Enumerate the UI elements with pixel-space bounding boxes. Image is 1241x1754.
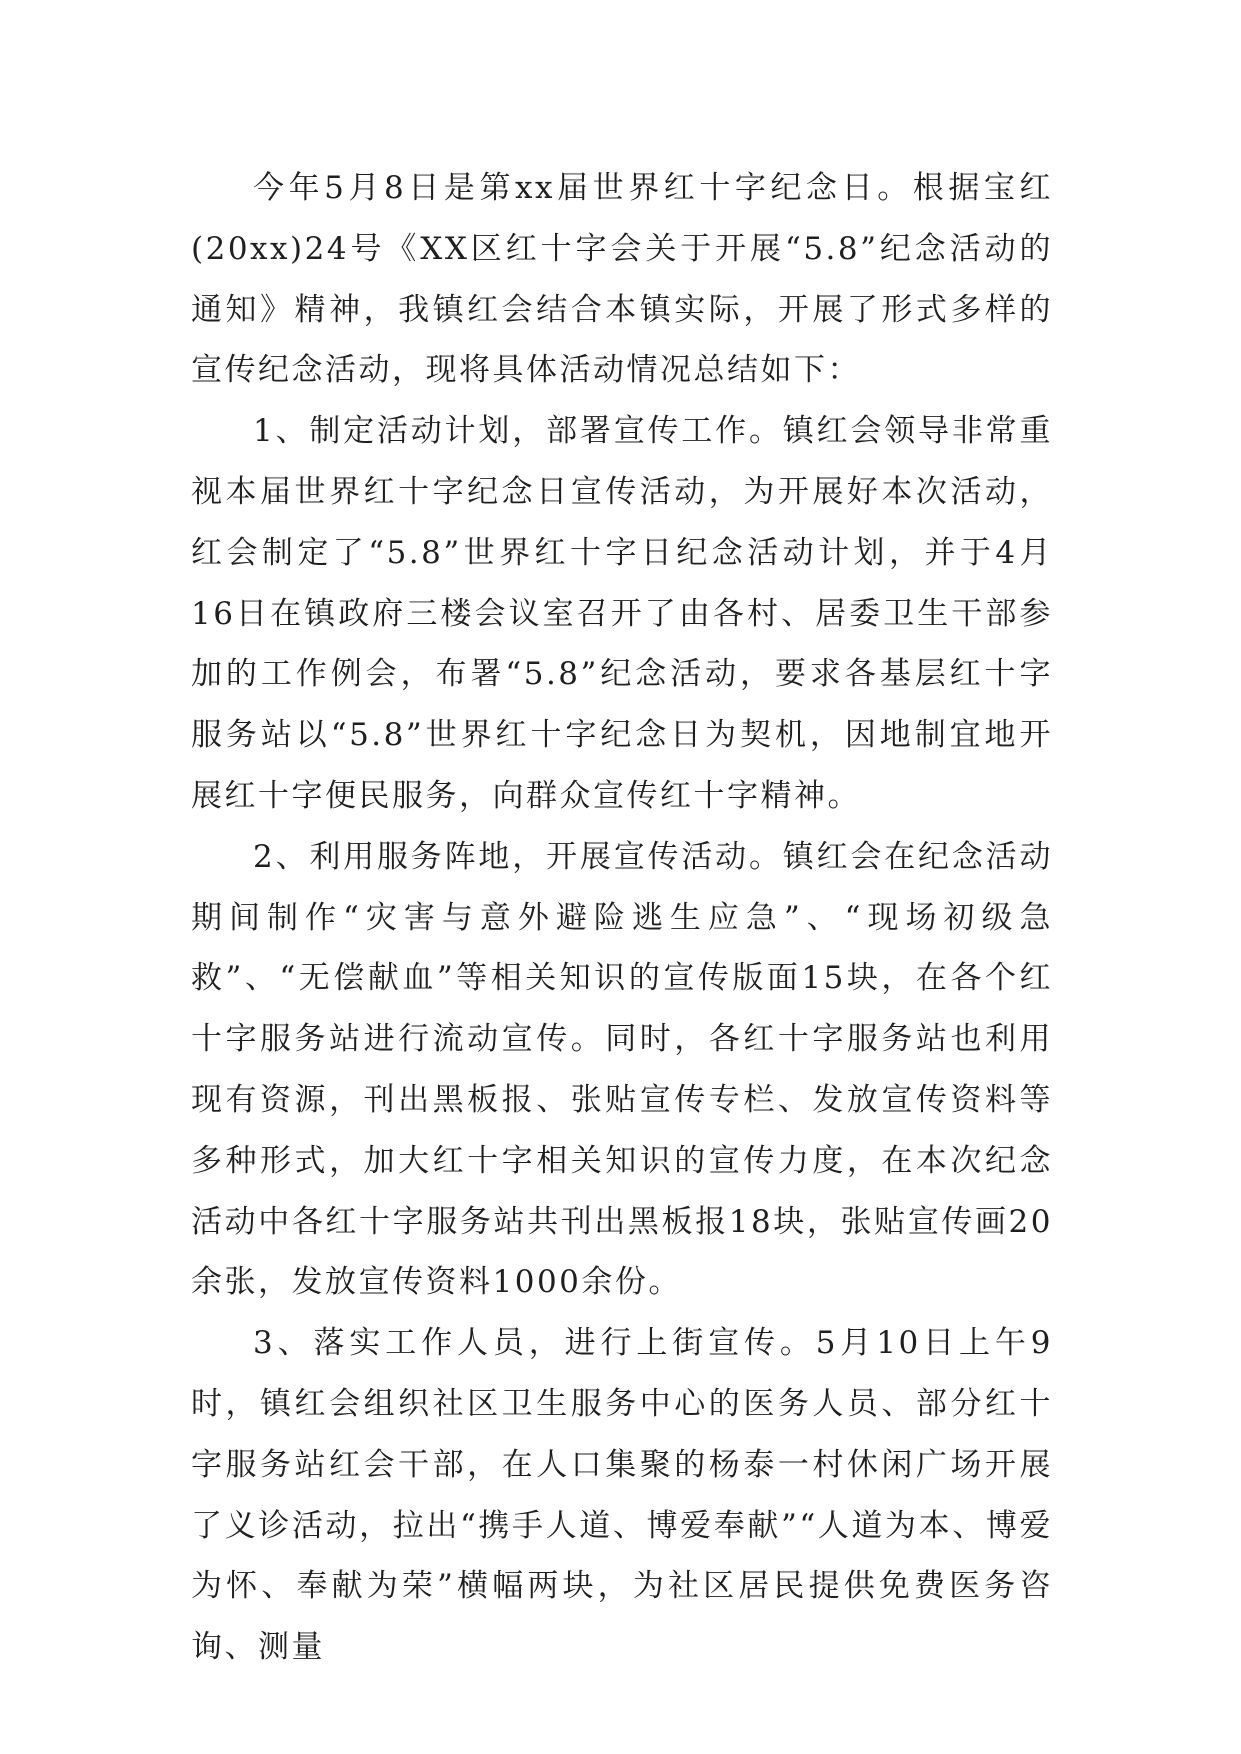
document-body (191, 158, 1053, 1678)
paragraph-item-3: 3、落实工作人员，进行上街宣传。5月10日上午9时，镇红会组织社区卫生服务中心的医务人员、部分红十字服务站红会干部，在人口集聚的杨泰一村休闲广场开展了义诊活动，拉出“携手人道、博爱奉献”“人道为本、博爱为怀、奉献为荣”横幅两块，为社区居民提供免费医务咨询、测量 (191, 1325, 1053, 1666)
paragraph-item-1: 1、制定活动计划，部署宣传工作。镇红会领导非常重视本届世界红十字纪念日宣传活动，为开展好本次活动，红会制定了“5.8”世界红十字日纪念活动计划，并于4月16日在镇政府三楼会议室召开了由各村、居委卫生干部参加的工作例会，布署“5.8”纪念活动，要求各基层红十字服务站以“5.8”世界红十字纪念日为契机，因地制宜地开展红十字便民服务，向群众宣传红十字精神。 (191, 413, 1053, 814)
paragraph-item-2: 2、利用服务阵地，开展宣传活动。镇红会在纪念活动期间制作“灾害与意外避险逃生应急”、“现场初级急救”、“无偿献血”等相关知识的宣传版面15块，在各个红十字服务站进行流动宣传。同时，各红十字服务站也利用现有资源，刊出黑板报、张贴宣传专栏、发放宣传资料等多种形式，加大红十字相关知识的宣传力度，在本次纪念活动中各红十字服务站共刊出黑板报18块，张贴宣传画20余张，发放宣传资料1000余份。 (191, 838, 1053, 1301)
paragraph-intro: 今年5月8日是第xx届世界红十字纪念日。根据宝红(20xx)24号《XX区红十字会关于开展“5.8”纪念活动的通知》精神，我镇红会结合本镇实际，开展了形式多样的宣传纪念活动，现将具体活动情况总结如下： (191, 170, 1053, 389)
